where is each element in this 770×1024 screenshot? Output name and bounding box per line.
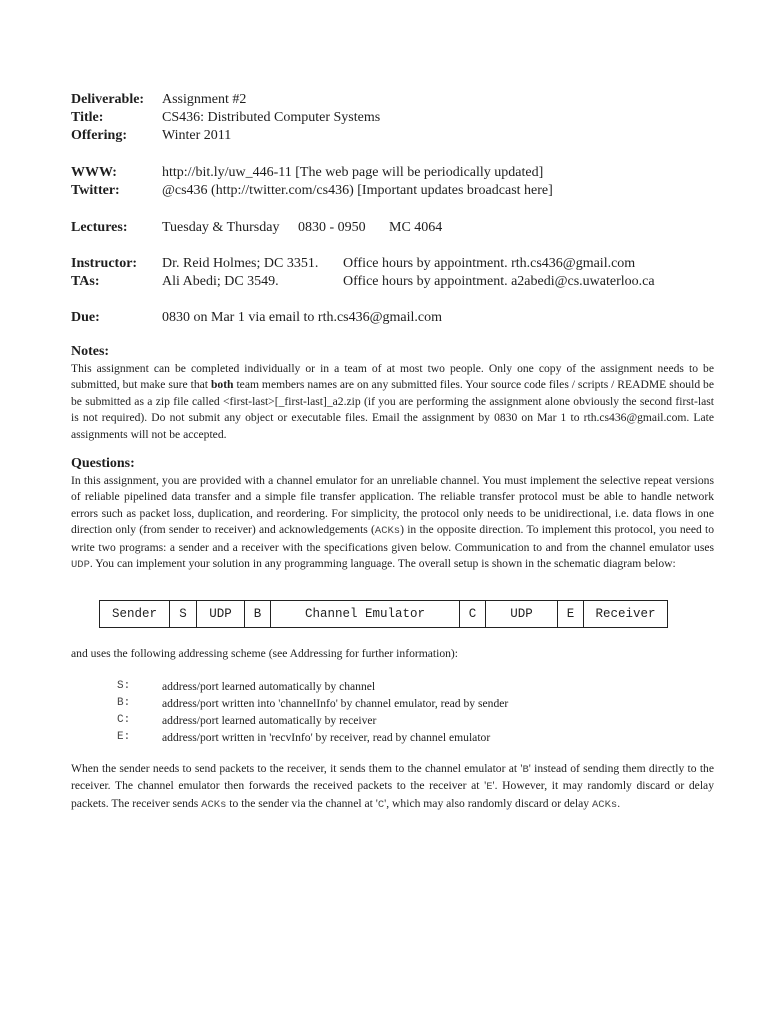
acks-code-2: ACKs <box>592 798 618 811</box>
questions-heading: Questions: <box>71 456 135 471</box>
addressing-desc: address/port learned automatically by channel <box>162 680 376 693</box>
closing-text-f: . <box>617 796 621 810</box>
instructor-label: Instructor: <box>71 256 138 271</box>
e-code: E <box>486 781 493 794</box>
addressing-intro: and uses the following addressing scheme (see Addressing for further information): <box>71 647 459 660</box>
diagram-cell-channel-emulator: Channel Emulator <box>271 601 460 627</box>
questions-paragraph <box>71 473 714 573</box>
tas-hours: Office hours by appointment. a2abedi@cs.uwaterloo.ca <box>343 274 655 289</box>
lectures-days: Tuesday & Thursday <box>162 220 280 235</box>
lectures-label: Lectures: <box>71 220 128 235</box>
twitter-value: @cs436 (http://twitter.com/cs436) [Important updates broadcast here] <box>162 183 553 198</box>
tas-label: TAs: <box>71 274 100 289</box>
questions-text-c: . You can implement your solution in any programming language. The overall setup is shown in the schematic diagram below: <box>89 557 676 571</box>
notes-text-bold: both <box>210 378 234 392</box>
twitter-label: Twitter: <box>71 183 120 198</box>
addressing-desc: address/port written in 'recvInfo' by receiver, read by channel emulator <box>162 731 491 744</box>
addressing-desc: address/port learned automatically by receiver <box>162 714 377 727</box>
closing-text-a: When the sender needs to send packets to the receiver, it sends them to the channel emulator at ' <box>71 762 523 775</box>
questions-text-a: In this assignment, you are provided with a channel emulator for an unreliable channel. You must implement the selective repeat versions of reliable pipelined data transfer and a simple file transfer application. The reliable transfer protocol must be able to handle network errors such as packet loss, duplication, and reordering. For simplicity, the protocol only needs to be unidirectional, i.e. data flows in one direction only (from sender to receiver) and acknowledgements ( <box>71 474 714 537</box>
diagram-cell-receiver: Receiver <box>595 607 656 621</box>
deliverable-value: Assignment #2 <box>162 92 247 107</box>
www-label: WWW: <box>71 165 117 180</box>
title-value: CS436: Distributed Computer Systems <box>162 110 381 125</box>
addressing-code: E: <box>117 731 131 743</box>
instructor-hours: Office hours by appointment. rth.cs436@gmail.com <box>343 256 636 271</box>
acks-code-1: ACKs <box>201 798 227 811</box>
notes-text-b: team members names are on any submitted files. Your source code files / scripts / README should be be submitted as a zip file called <first-last>[_first-last]_a2.zip (if you are performing the assignment alone obviously the second first-last is not required). Do not submit any object or executable files. Email the assignment by 0830 on Mar 1 to rth.cs436@gmail.com. Late assignments will not be accepted. <box>71 378 714 441</box>
due-value: 0830 on Mar 1 via email to rth.cs436@gmail.com <box>162 310 443 325</box>
offering-label: Offering: <box>71 128 127 143</box>
c-code: C <box>377 798 385 811</box>
notes-heading: Notes: <box>71 344 110 359</box>
www-value: http://bit.ly/uw_446-11 [The web page will be periodically updated] <box>162 165 544 180</box>
udp-code: UDP <box>71 559 90 572</box>
b-code: B <box>522 764 529 776</box>
title-label: Title: <box>71 110 104 125</box>
diagram-cell-e: E <box>558 601 584 627</box>
diagram-cell-udp-right: UDP <box>486 601 558 627</box>
closing-text-e: ', which may also randomly discard or delay <box>384 796 592 810</box>
lectures-time: 0830 - 0950 <box>298 220 366 235</box>
diagram-cell-sender: Sender <box>100 601 170 627</box>
offering-value: Winter 2011 <box>162 128 232 143</box>
acks-code: ACKs <box>374 525 401 538</box>
addressing-desc: address/port written into 'channelInfo' by channel emulator, read by sender <box>162 697 509 710</box>
closing-paragraph <box>71 761 714 813</box>
notes-paragraph <box>71 361 714 443</box>
deliverable-label: Deliverable: <box>71 92 145 107</box>
schematic-diagram <box>99 600 668 628</box>
notes-text-a: This assignment can be completed individually or in a team of at most two people. Only one copy of the assignment needs to be submitted, but make sure that <box>71 362 714 392</box>
closing-text-c: '. However, it may randomly discard or delay packets. The receiver sends <box>71 779 714 810</box>
addressing-code: B: <box>117 697 131 709</box>
questions-text-b: ) in the opposite direction. To implement this protocol, you need to write two programs: a sender and a receiver with the specifications given below. Communication to and from the channel emulator uses <box>71 523 715 554</box>
addressing-code: C: <box>117 714 131 726</box>
closing-text-d: to the sender via the channel at ' <box>226 796 378 810</box>
diagram-cell-b: B <box>245 601 271 627</box>
lectures-room: MC 4064 <box>389 220 443 235</box>
diagram-cell-s: S <box>170 601 197 627</box>
diagram-cell-udp-left: UDP <box>197 601 245 627</box>
due-label: Due: <box>71 310 100 325</box>
instructor-value: Dr. Reid Holmes; DC 3351. <box>162 256 319 271</box>
tas-value: Ali Abedi; DC 3549. <box>162 274 279 289</box>
diagram-cell-c: C <box>460 601 486 627</box>
closing-text-b: ' instead of sending them directly to the receiver. The channel emulator then forwards the received packets to the receiver at ' <box>71 762 714 793</box>
addressing-code: S: <box>117 680 131 692</box>
